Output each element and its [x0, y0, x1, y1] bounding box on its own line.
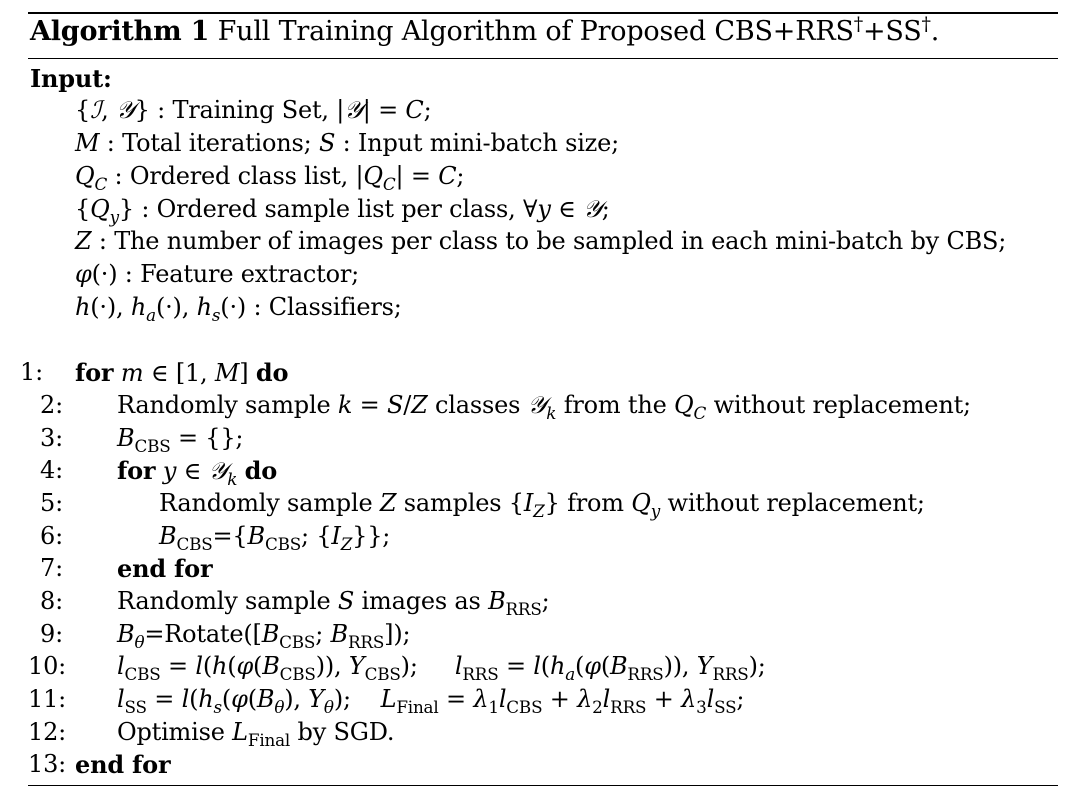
top-rule: [28, 12, 1058, 14]
input-item-z: Z : The number of images per class to be sampled in each mini-batch by CBS;: [75, 227, 1007, 255]
mid-rule: [28, 58, 1058, 59]
input-item-iterations: M : Total iterations; S : Input mini-batch size;: [75, 129, 620, 157]
input-item-training-set: {ℐ, 𝒴} : Training Set, |𝒴| = C;: [75, 96, 432, 124]
caption-title: Full Training Algorithm of Proposed CBS+RRS†+SS†.: [217, 13, 940, 47]
input-item-class-list: $Q_C$ : Ordered class list, $|Q_C| = C$;: [75, 162, 465, 194]
caption-label: Algorithm 1: [30, 16, 210, 47]
input-item-sample-list: $\{Q_y\}$ : Ordered sample list per class, ∀y ∈ 𝒴;: [75, 195, 610, 227]
bottom-rule: [28, 785, 1058, 786]
input-heading: Input:: [30, 64, 112, 93]
input-item-classifiers: h(·), $h_a(\cdot)$, $h_s(\cdot)$ : Classifiers;: [75, 293, 402, 325]
input-item-feature-extractor: φ(·) : Feature extractor;: [75, 260, 360, 288]
algorithm-caption: [30, 13, 940, 47]
